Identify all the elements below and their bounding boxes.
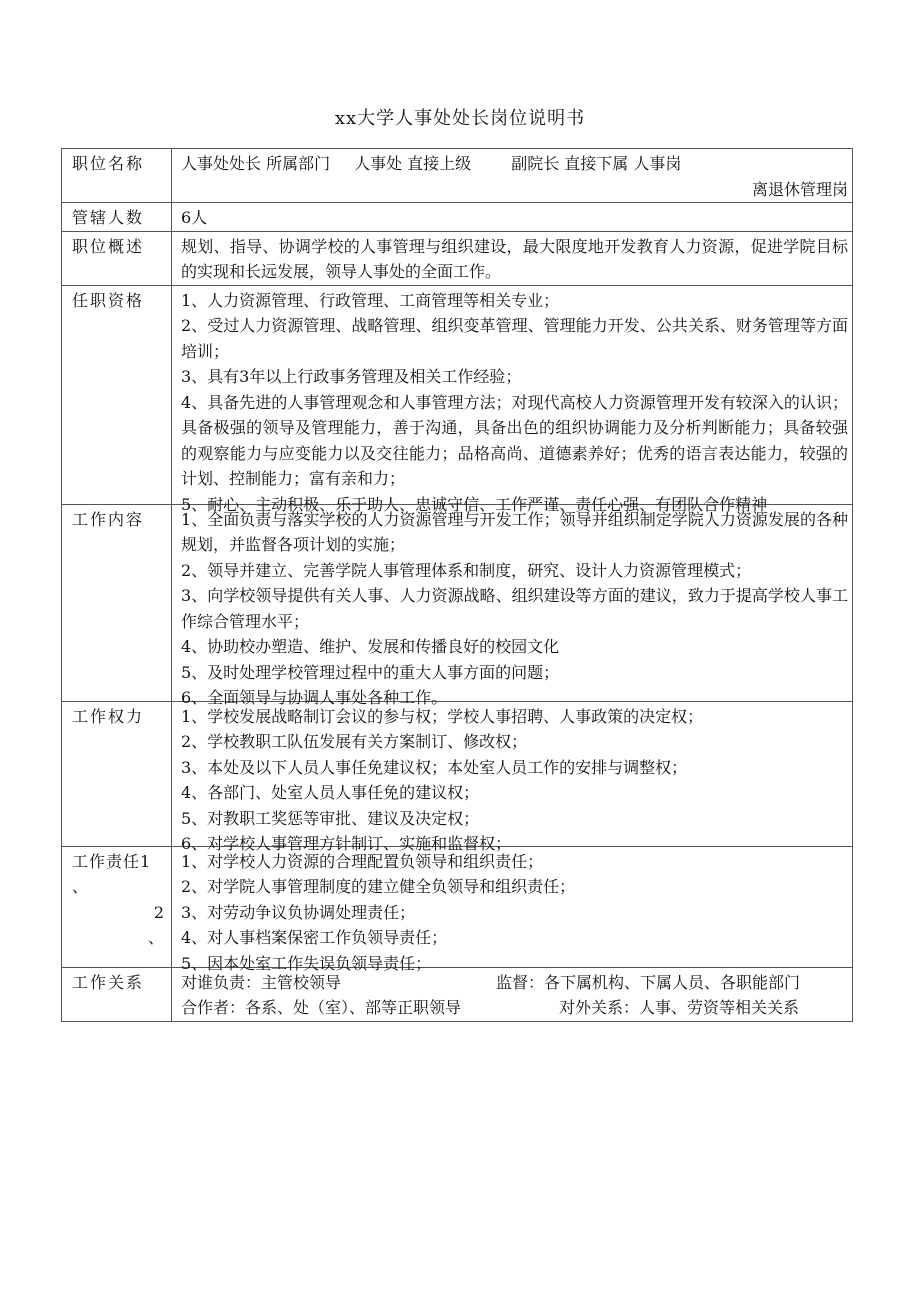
qualification-item: 4、具备先进的人事管理观念和人事管理方法；对现代高校人力资源管理开发有较深入的认识；具备极强的领导及管理能力，善于沟通，具备出色的组织协调能力及分析判断能力；具备较强的观察能力与应变能力以及交往能力；品格高尚、道德素养好；优秀的语言表达能力，较强的计划、控制能力；富有亲和力； bbox=[181, 392, 848, 488]
responsibility-item: 3、对劳动争议负协调处理责任； bbox=[181, 902, 416, 922]
cooperates-text: 合作者：各系、处（室）、部等正职领导 bbox=[181, 998, 462, 1017]
document-title: xx大学人事处处长岗位说明书 bbox=[334, 108, 586, 129]
authority-item: 6、对学校人事管理方针制订、实施和监督权； bbox=[181, 834, 512, 853]
duty-item: 5、及时处理学校管理过程中的重大人事方面的问题； bbox=[181, 662, 560, 682]
row-position-name bbox=[62, 149, 853, 203]
authority-item: 5、对教职工奖惩等审批、建议及决定权； bbox=[181, 808, 480, 828]
authority-item: 4、各部门、处室人员人事任免的建议权； bbox=[181, 783, 480, 802]
row-relations bbox=[62, 967, 853, 1021]
label-responsibility-number: 2 bbox=[153, 902, 165, 922]
external-relations-text: 对外关系：人事、劳资等相关关系 bbox=[559, 998, 800, 1017]
label-qualifications: 任职资格 bbox=[62, 285, 172, 504]
row-authority bbox=[62, 701, 853, 846]
job-description-table bbox=[61, 148, 853, 1022]
duty-item: 6、全面领导与协调人事处各种工作。 bbox=[181, 688, 448, 707]
label-authority: 工作权力 bbox=[62, 701, 172, 846]
label-relations: 工作关系 bbox=[62, 967, 172, 1021]
position-name-text: 人事处处长 所属部门 bbox=[181, 154, 331, 173]
label-responsibility: 工作责任1 bbox=[72, 851, 152, 871]
label-duties: 工作内容 bbox=[62, 504, 172, 701]
reports-to-text: 对谁负责：主管校领导 bbox=[181, 972, 342, 992]
subordinate-text: 离退休管理岗 bbox=[751, 179, 848, 199]
row-overview bbox=[62, 231, 853, 285]
row-duties bbox=[62, 504, 853, 701]
row-headcount bbox=[62, 203, 853, 232]
responsibility-item: 1、对学校人力资源的合理配置负领导和组织责任； bbox=[181, 851, 544, 871]
duty-item: 2、领导并建立、完善学院人事管理体系和制度，研究、设计人力资源管理模式； bbox=[181, 560, 752, 580]
label-responsibility-mark: 、 bbox=[147, 928, 165, 947]
responsibility-item: 5、因本处室工作失误负领导责任； bbox=[181, 953, 432, 973]
superior-text: 副院长 直接下属 人事岗 bbox=[511, 154, 682, 173]
authority-item: 3、本处及以下人员人事任免建议权；本处室人员工作的安排与调整权； bbox=[181, 757, 688, 777]
duty-item: 3、向学校领导提供有关人事、人力资源战略、组织建设等方面的建议，致力于提高学校人事工作综合管理水平； bbox=[181, 586, 848, 631]
headcount-value: 6人 bbox=[181, 208, 208, 227]
qualification-item: 2、受过人力资源管理、战略管理、组织变革管理、管理能力开发、公共关系、财务管理等方面培训； bbox=[181, 316, 848, 361]
supervises-text: 监督：各下属机构、下属人员、各职能部门 bbox=[496, 972, 801, 992]
duty-item: 1、全面负责与落实学校的人力资源管理与开发工作；领导并组织制定学院人力资源发展的各种规划，并监督各项计划的实施； bbox=[181, 509, 848, 554]
qualification-item: 3、具有3年以上行政事务管理及相关工作经验； bbox=[181, 367, 522, 386]
qualification-item: 5、耐心、主动积极、乐于助人、忠诚守信、工作严谨、责任心强、有团队合作精神 bbox=[181, 494, 768, 514]
label-position-name: 职位名称 bbox=[62, 149, 172, 203]
label-responsibility-mark: 、 bbox=[72, 877, 90, 896]
authority-item: 1、学校发展战略制订会议的参与权；学校人事招聘、人事政策的决定权； bbox=[181, 706, 704, 726]
authority-item: 2、学校教职工队伍发展有关方案制订、修改权； bbox=[181, 732, 528, 751]
row-responsibility bbox=[62, 846, 853, 967]
label-headcount: 管辖人数 bbox=[62, 203, 172, 232]
responsibility-item: 4、对人事档案保密工作负领导责任； bbox=[181, 928, 448, 947]
duty-item: 4、协助校办塑造、维护、发展和传播良好的校园文化 bbox=[181, 637, 560, 656]
label-overview: 职位概述 bbox=[62, 231, 172, 285]
responsibility-item: 2、对学院人事管理制度的建立健全负领导和组织责任； bbox=[181, 877, 576, 896]
department-text: 人事处 直接上级 bbox=[354, 154, 472, 173]
qualification-item: 1、人力资源管理、行政管理、工商管理等相关专业； bbox=[181, 290, 560, 310]
row-qualifications bbox=[62, 285, 853, 504]
overview-text: 规划、指导、协调学校的人事管理与组织建设，最大限度地开发教育人力资源，促进学院目标的实现和长远发展，领导人事处的全面工作。 bbox=[181, 236, 848, 281]
